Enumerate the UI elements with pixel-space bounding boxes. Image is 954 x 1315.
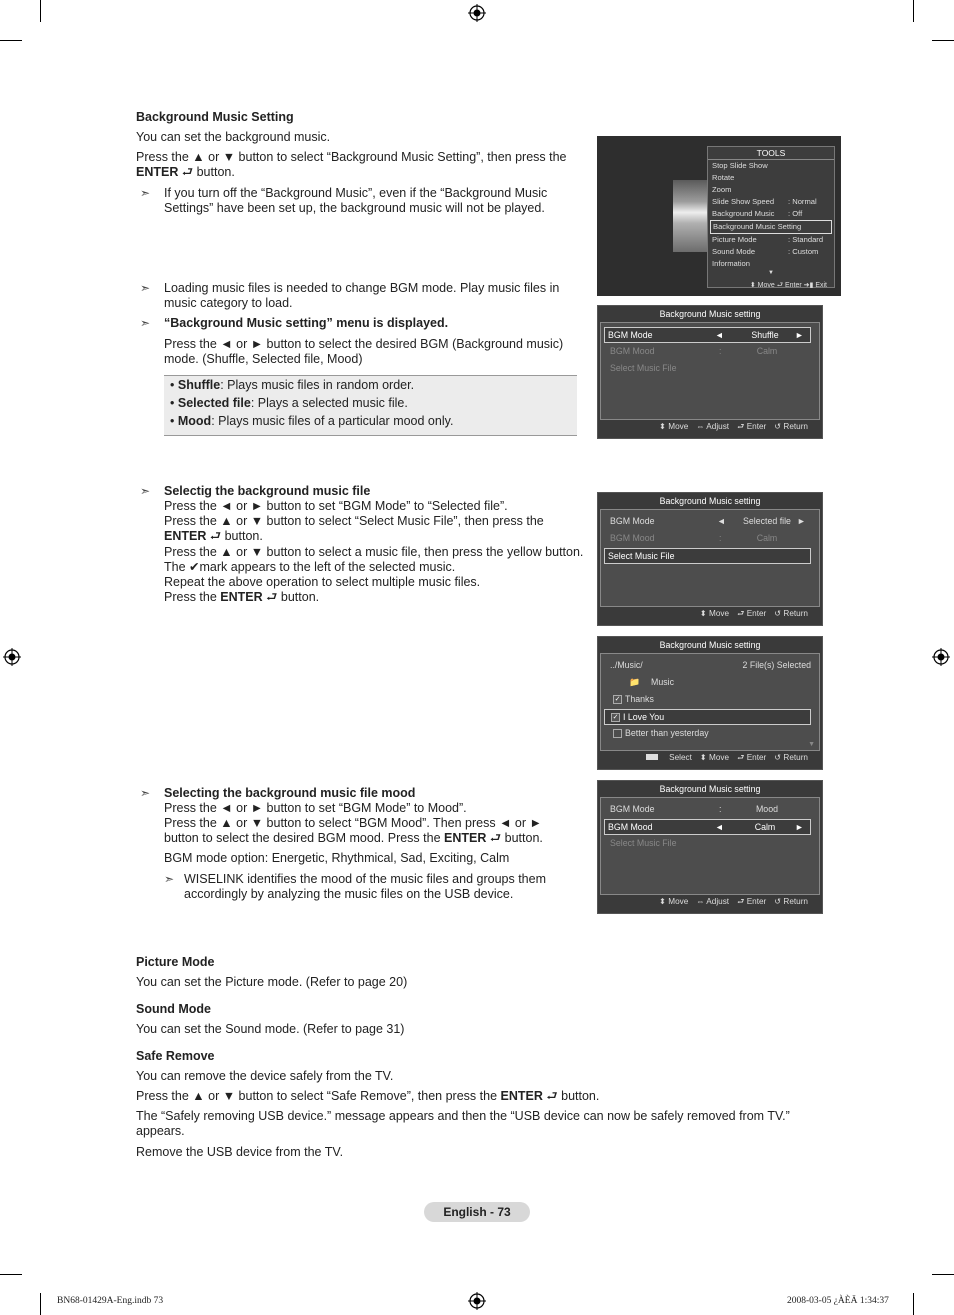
tools-menu-screenshot — [597, 136, 841, 296]
enter-icon: ⮐ — [489, 831, 502, 845]
right-arrow-icon[interactable]: ► — [795, 822, 804, 832]
tools-menu-title: TOOLS — [708, 147, 834, 160]
tools-menu — [707, 146, 835, 288]
body-text: Remove the USB device from the TV. — [136, 1145, 344, 1159]
list-item[interactable]: ✓ I Love You — [604, 709, 811, 725]
folder-icon: 📁 — [629, 677, 640, 687]
print-date-info: 2008-03-05 ¿ÀÈÄ 1:34:37 — [787, 1296, 889, 1306]
photo-thumbnail — [673, 180, 707, 252]
select-music-file-row: Select Music File — [610, 838, 677, 848]
panel-body — [600, 653, 820, 751]
list-item[interactable]: ✓ Thanks — [614, 694, 654, 704]
panel-body — [600, 797, 820, 895]
menu-item[interactable]: Zoom — [712, 185, 732, 194]
panel-body — [600, 509, 820, 607]
note-heading: Selecting the background music file mood — [164, 786, 416, 800]
body-text: You can set the Sound mode. (Refer to page 31) — [136, 1022, 405, 1036]
enter-icon: ⮐ — [209, 529, 222, 543]
bgm-setting-panel — [597, 780, 823, 914]
note-heading: “Background Music setting” menu is displayed. — [164, 316, 449, 330]
intro-text: You can set the background music. — [136, 130, 331, 144]
crop-mark — [0, 1274, 22, 1275]
enter-icon: ⮐ — [181, 165, 194, 179]
body-text: Press the ▲ or ▼ button to select “Safe Remove”, then press the ENTER ⮐ button. — [136, 1089, 600, 1103]
note-heading: Selectig the background music file — [164, 484, 371, 498]
instruction-text: Press the ▲ or ▼ button to select “Background Music Setting”, then press the ENTER ⮐ button. — [136, 150, 567, 179]
checkbox-checked-icon[interactable]: ✓ — [614, 696, 621, 703]
crop-mark — [40, 0, 41, 22]
body-text: You can remove the device safely from the TV. — [136, 1069, 394, 1083]
left-arrow-icon[interactable]: ◄ — [715, 822, 724, 832]
note-arrow-icon: ➣ — [140, 281, 151, 295]
scroll-down-icon[interactable]: ▼ — [768, 270, 774, 276]
bgm-mode-row[interactable]: BGM Mode ◄ Selected file ► — [610, 516, 806, 526]
note-text: Loading music files is needed to change BGM mode. Play music files in music category to load. — [164, 281, 560, 310]
panel-title: Background Music setting — [659, 309, 761, 319]
menu-item-selected[interactable]: Background Music Setting — [710, 220, 832, 234]
checkbox-checked-icon[interactable]: ✓ — [612, 714, 619, 721]
crop-mark — [932, 40, 954, 41]
crop-mark — [40, 1293, 41, 1315]
left-arrow-icon[interactable]: ◄ — [715, 330, 724, 340]
left-arrow-icon[interactable]: ◄ — [717, 516, 726, 526]
registration-mark-icon — [3, 648, 21, 666]
music-file-list-panel — [597, 636, 823, 770]
bgm-options-box — [164, 375, 577, 436]
print-file-info: BN68-01429A-Eng.indb 73 — [57, 1296, 164, 1306]
enter-icon: ⮐ — [266, 590, 278, 604]
section-heading: Picture Mode — [136, 955, 215, 969]
bgm-setting-panel — [597, 492, 823, 626]
note-arrow-icon: ➣ — [140, 316, 151, 330]
select-music-file-row: Select Music File — [610, 363, 677, 373]
folder-row[interactable]: 📁 Music — [629, 677, 674, 687]
yellow-button-icon — [646, 754, 658, 760]
right-arrow-icon[interactable]: ► — [797, 516, 806, 526]
panel-title: Background Music setting — [659, 640, 761, 650]
menu-item[interactable]: Slide Show Speed : Normal — [712, 197, 817, 206]
panel-title: Background Music setting — [659, 496, 761, 506]
panel-footer: ⬍ Move ⇔ Adjust ⮐ Enter ↺ Return — [659, 897, 808, 906]
section-heading: Background Music Setting — [136, 110, 294, 124]
instruction-text: Press the ◄ or ► button to select the desired BGM (Background music) mode. (Shuffle, Selected file, Mood) — [164, 337, 564, 366]
note-arrow-icon: ➣ — [164, 872, 175, 886]
checkmark-icon: ✔ — [189, 560, 200, 574]
registration-mark-icon — [468, 1292, 486, 1310]
crop-mark — [0, 40, 22, 41]
menu-item[interactable]: Background Music : Off — [712, 209, 803, 218]
scroll-down-icon[interactable]: ▼ — [808, 741, 815, 748]
bgm-mood-row[interactable]: BGM Mood ◄ Calm ► — [604, 819, 811, 835]
crop-mark — [913, 1293, 914, 1315]
registration-mark-icon — [468, 4, 486, 22]
instruction-text: Press the ◄ or ► button to set “BGM Mode” to Mood”. Press the ▲ or ▼ button to select “BGM Mood”. Then press ◄ or ► button to select the desired BGM mood. Press the ENTER ⮐ button. BGM mode option: Energetic, Rhythmical, Sad, Exciting, Calm — [164, 801, 543, 865]
bgm-mood-row: BGM Mood : Calm — [610, 533, 778, 543]
list-item: • Shuffle: Plays music files in random order. — [170, 378, 415, 392]
panel-body — [600, 322, 820, 420]
menu-item[interactable]: Stop Slide Show — [712, 161, 768, 170]
select-music-file-row[interactable]: Select Music File — [604, 548, 811, 564]
body-text: You can set the Picture mode. (Refer to page 20) — [136, 975, 408, 989]
path-row: ../Music/ 2 File(s) Selected — [610, 660, 811, 670]
panel-footer: Select ⬍ Move ⮐ Enter ↺ Return — [630, 752, 808, 766]
enter-icon: ⮐ — [546, 1089, 558, 1103]
crop-mark — [932, 1274, 954, 1275]
note-text: If you turn off the “Background Music”, even if the “Background Music Settings” have been set up, the background music will not be played. — [164, 186, 548, 215]
list-item: • Selected file: Plays a selected music file. — [170, 396, 408, 410]
panel-footer: ⬍ Move ⮐ Enter ↺ Return — [699, 609, 808, 618]
section-heading: Sound Mode — [136, 1002, 211, 1016]
registration-mark-icon — [932, 648, 950, 666]
bgm-setting-panel — [597, 305, 823, 439]
instruction-text: Press the ◄ or ► button to set “BGM Mode” to “Selected file”. Press the ▲ or ▼ button to select “Select Music File”, then press the ENTER ⮐ button. Press the ▲ or ▼ button to select a music file, then press the yellow button. The ✔mark appears to the left of the selected music. Repeat the above operation to select multiple music files. Press the ENTER ⮐ button. — [164, 499, 584, 604]
menu-item[interactable]: Rotate — [712, 173, 735, 182]
bgm-mood-row: BGM Mood : Calm — [610, 346, 778, 356]
list-item[interactable]: Better than yesterday — [607, 726, 811, 740]
checkbox-icon[interactable] — [613, 729, 622, 738]
body-text: The “Safely removing USB device.” message appears and then the “USB device can now be safely removed from TV.” appears. — [136, 1109, 790, 1138]
menu-item[interactable]: Sound Mode : Custom — [712, 247, 819, 256]
bgm-mode-row[interactable]: BGM Mode ◄ Shuffle ► — [604, 327, 811, 343]
right-arrow-icon[interactable]: ► — [795, 330, 804, 340]
note-arrow-icon: ➣ — [140, 484, 151, 498]
menu-item[interactable]: Picture Mode : Standard — [712, 235, 824, 244]
list-item: • Mood: Plays music files of a particular mood only. — [170, 414, 454, 428]
note-arrow-icon: ➣ — [140, 186, 151, 200]
crop-mark — [913, 0, 914, 22]
tools-footer: ⬍ Move ⮐ Enter ➜▮ Exit — [749, 282, 827, 289]
note-text: WISELINK identifies the mood of the music files and groups them accordingly by analyzing the music files on the USB device. — [184, 872, 546, 901]
bgm-mode-row[interactable]: BGM Mode : Mood — [610, 804, 778, 814]
menu-item[interactable]: Information — [712, 259, 750, 268]
page-number-badge: English - 73 — [424, 1202, 530, 1222]
note-arrow-icon: ➣ — [140, 786, 151, 800]
panel-footer: ⬍ Move ⇔ Adjust ⮐ Enter ↺ Return — [659, 422, 808, 431]
panel-title: Background Music setting — [659, 784, 761, 794]
section-heading: Safe Remove — [136, 1049, 215, 1063]
